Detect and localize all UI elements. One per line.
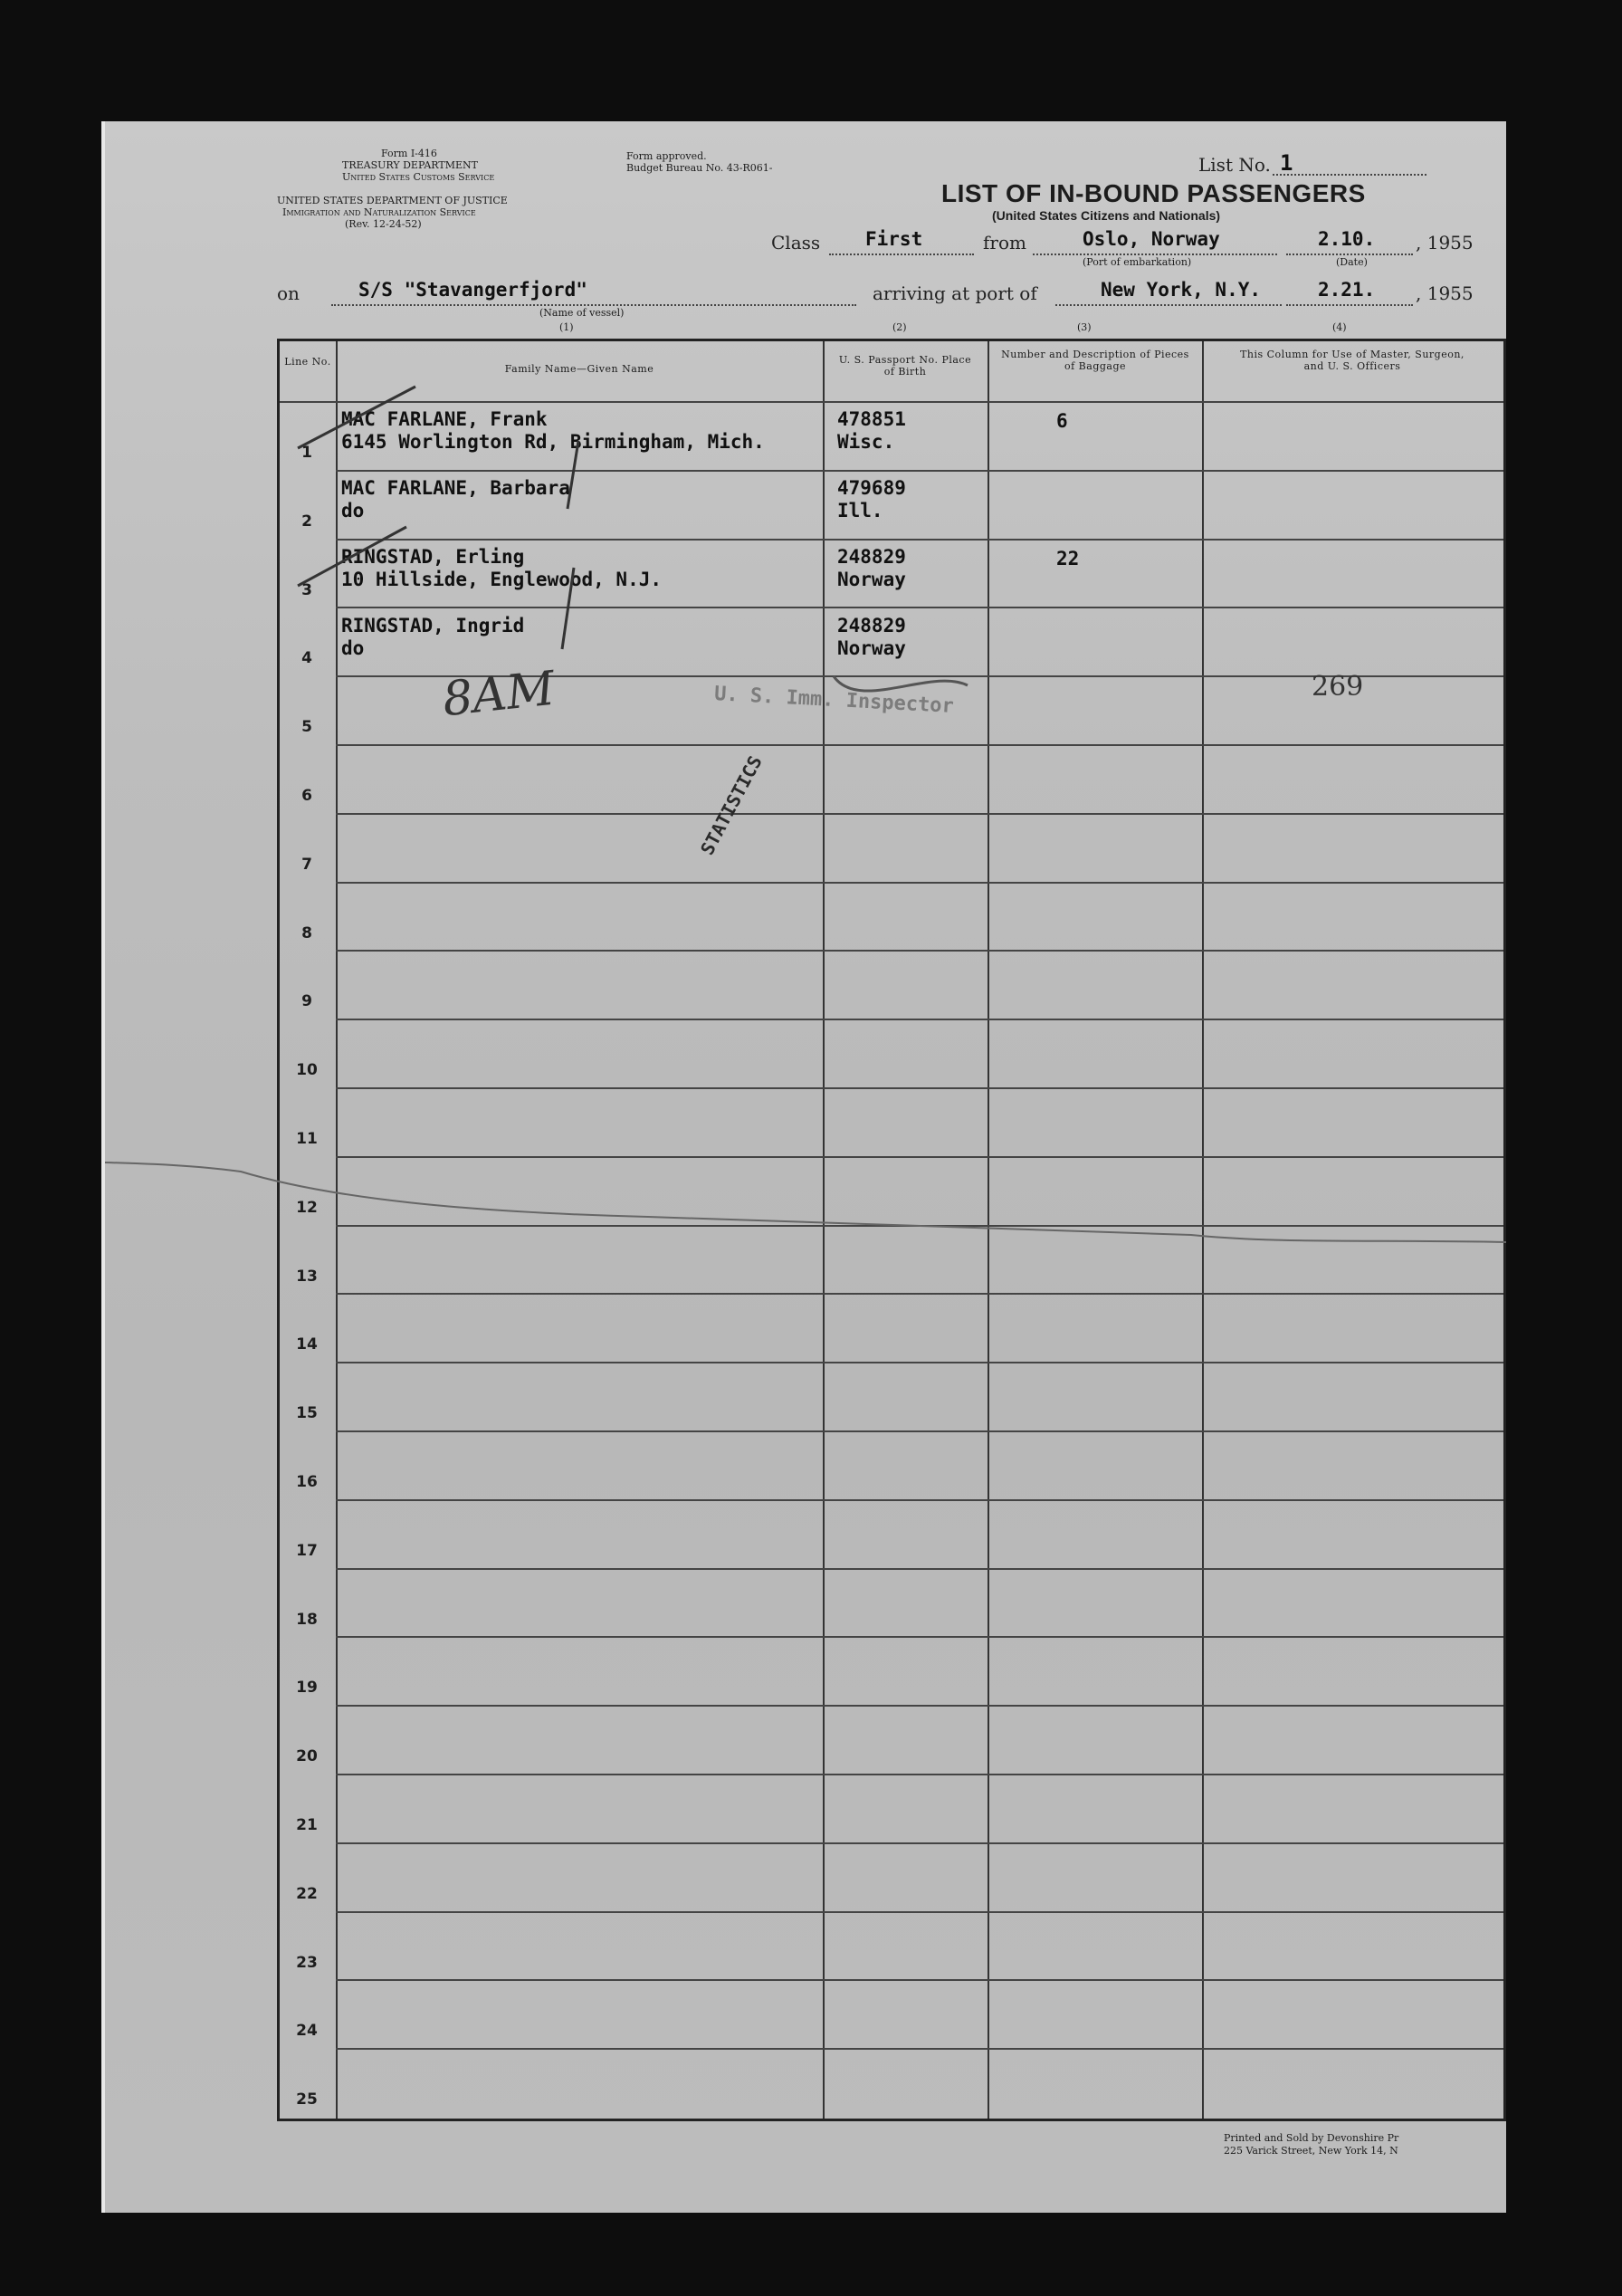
arriving-label: arriving at port of [873, 282, 1037, 304]
class-value: First [865, 228, 923, 250]
arrival-port: New York, N.Y. [1101, 279, 1262, 301]
document-page [101, 121, 1506, 2213]
line-number: 4 [301, 649, 312, 668]
row-divider [336, 1774, 1503, 1775]
line-number: 23 [296, 1953, 318, 1972]
entry-4-address: do [341, 637, 365, 659]
list-no-label: List No. [1198, 154, 1271, 176]
line-number: 25 [296, 2090, 318, 2109]
entry-4-birth: Norway [837, 637, 906, 659]
header-passport: U. S. Passport No. Place of Birth [838, 354, 972, 378]
revision-date: (Rev. 12-24-52) [345, 218, 422, 230]
line-number: 8 [301, 923, 312, 942]
printer-footer-1: Printed and Sold by Devonshire Pr [1224, 2132, 1399, 2144]
line-number: 12 [296, 1198, 318, 1217]
page-subtitle: (United States Citizens and Nationals) [992, 208, 1221, 223]
row-divider [336, 1019, 1503, 1020]
date-line [1286, 254, 1413, 255]
statistics-stamp: STATISTICS [696, 751, 767, 859]
entry-4-name: RINGSTAD, Ingrid [341, 615, 525, 636]
row-divider [336, 744, 1503, 746]
class-line [829, 254, 974, 255]
col-ref-2: (2) [892, 321, 907, 333]
row-divider [336, 1911, 1503, 1913]
row-divider [336, 1430, 1503, 1432]
header-line-no: Line No. [284, 356, 331, 368]
entry-3-passport: 248829 [837, 546, 906, 568]
line-number: 10 [296, 1061, 318, 1080]
entry-3-birth: Norway [837, 569, 906, 590]
entry-3-address: 10 Hillside, Englewood, N.J. [341, 569, 663, 590]
entry-3-name: RINGSTAD, Erling [341, 546, 525, 568]
header-name: Family Name—Given Name [504, 363, 654, 375]
list-no-value: 1 [1280, 150, 1293, 176]
entry-2-birth: Ill. [837, 500, 883, 521]
line-number: 18 [296, 1610, 318, 1629]
line-number: 14 [296, 1335, 318, 1354]
customs-service: United States Customs Service [342, 171, 495, 183]
row-divider [336, 470, 1503, 472]
line-number: 7 [301, 855, 312, 874]
port-caption: (Port of embarkation) [1083, 256, 1192, 268]
officer-number: 269 [1312, 671, 1364, 703]
entry-1-birth: Wisc. [837, 431, 895, 453]
entry-1-address: 6145 Worlington Rd, Birmingham, Mich. [341, 431, 765, 453]
header-divider [280, 401, 1503, 403]
line-number: 11 [296, 1129, 318, 1148]
inspector-stamp: U. S. Imm. Inspector [713, 683, 955, 718]
treasury-dept: TREASURY DEPARTMENT [342, 159, 478, 171]
col-ref-4: (4) [1332, 321, 1347, 333]
departure-date: 2.10. [1318, 228, 1376, 250]
row-divider [336, 813, 1503, 815]
line-number: 3 [301, 580, 312, 599]
on-label: on [277, 282, 300, 304]
justice-dept: UNITED STATES DEPARTMENT OF JUSTICE [277, 195, 508, 206]
entry-3-baggage: 22 [1056, 548, 1080, 569]
year-1: , 1955 [1416, 232, 1474, 254]
line-number: 16 [296, 1472, 318, 1491]
col-ref-3: (3) [1077, 321, 1092, 333]
line-number: 9 [301, 992, 312, 1011]
line-number: 20 [296, 1747, 318, 1766]
from-label: from [983, 232, 1026, 254]
date-caption: (Date) [1336, 256, 1368, 268]
row-divider [336, 882, 1503, 884]
year-2-value: 1955 [1426, 282, 1474, 304]
entry-1-name: MAC FARLANE, Frank [341, 408, 548, 430]
from-value: Oslo, Norway [1083, 228, 1220, 250]
line-number: 17 [296, 1541, 318, 1560]
row-divider [336, 1979, 1503, 1981]
line-number: 15 [296, 1404, 318, 1423]
row-divider [336, 2048, 1503, 2050]
line-number: 6 [301, 786, 312, 805]
arrival-date: 2.21. [1318, 279, 1376, 301]
vessel-caption: (Name of vessel) [539, 307, 625, 319]
entry-2-passport: 479689 [837, 477, 906, 499]
line-number: 1 [301, 443, 312, 462]
ins-service: Immigration and Naturalization Service [282, 206, 476, 218]
year-2: , 1955 [1416, 282, 1474, 304]
entry-1-passport: 478851 [837, 408, 906, 430]
vessel-line [331, 304, 856, 306]
row-divider [336, 1705, 1503, 1707]
row-divider [336, 607, 1503, 608]
arrival-port-line [1055, 304, 1282, 306]
vessel-name: S/S "Stavangerfjord" [358, 279, 587, 301]
row-divider [336, 1842, 1503, 1844]
entry-2-name: MAC FARLANE, Barbara [341, 477, 570, 499]
entry-2-address: do [341, 500, 365, 521]
line-number: 2 [301, 512, 312, 531]
form-approved: Form approved. [626, 150, 707, 162]
row-divider [336, 1636, 1503, 1638]
entry-1-baggage: 6 [1056, 410, 1068, 432]
header-baggage: Number and Description of Pieces of Baggage [1001, 349, 1189, 372]
page-title: LIST OF IN-BOUND PASSENGERS [941, 179, 1366, 207]
header-officers: This Column for Use of Master, Surgeon, and U. S. Officers [1240, 349, 1465, 372]
col-ref-1: (1) [559, 321, 574, 333]
line-number: 22 [296, 1884, 318, 1903]
printer-footer-2: 225 Varick Street, New York 14, N [1224, 2145, 1398, 2157]
entry-4-passport: 248829 [837, 615, 906, 636]
row-divider [336, 1087, 1503, 1089]
line-number: 13 [296, 1267, 318, 1286]
row-divider [336, 950, 1503, 952]
budget-bureau: Budget Bureau No. 43-R061- [626, 162, 773, 174]
form-number: Form I-416 [381, 148, 437, 159]
line-number: 21 [296, 1815, 318, 1834]
row-divider [336, 1499, 1503, 1501]
row-divider [336, 539, 1503, 541]
from-line [1033, 254, 1277, 255]
line-number: 24 [296, 2022, 318, 2041]
year-1-value: 1955 [1426, 232, 1474, 254]
class-label: Class [771, 232, 821, 254]
row-divider [336, 1568, 1503, 1570]
line-number: 19 [296, 1679, 318, 1698]
row-divider [336, 1362, 1503, 1363]
arrival-date-line [1286, 304, 1413, 306]
line-number: 5 [301, 718, 312, 737]
handwritten-time: 8AM [440, 661, 558, 728]
tear-line [105, 1144, 1506, 1253]
list-no-line [1273, 174, 1426, 176]
row-divider [336, 1293, 1503, 1295]
